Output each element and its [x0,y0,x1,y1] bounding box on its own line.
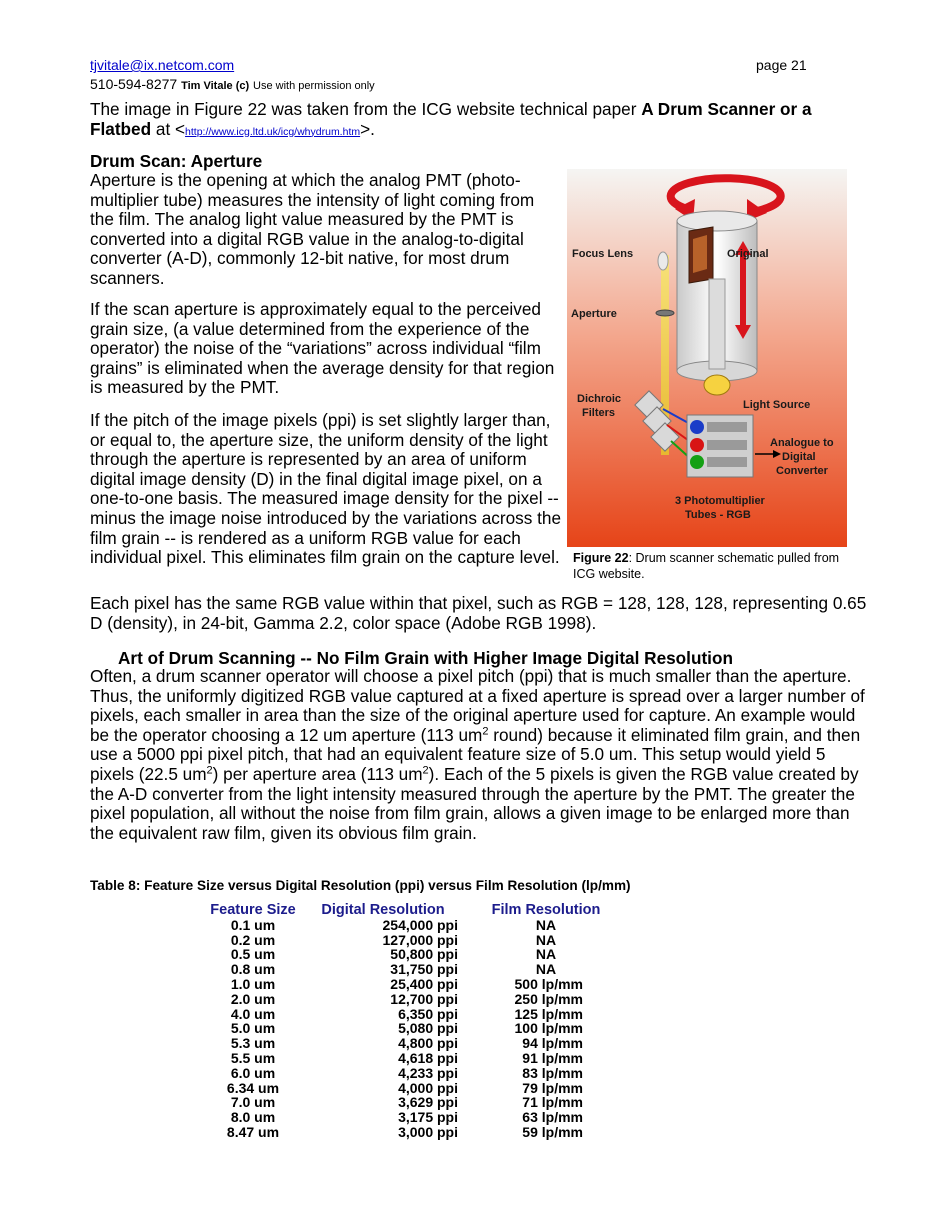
intro-paragraph [90,100,870,142]
label-adc-1: Analogue to [770,437,834,449]
aperture-block [90,151,560,289]
author-email-link[interactable]: tjvitale@ix.netcom.com [90,57,235,73]
digital-resolution-cell: 31,750 ppi [390,961,458,978]
art-text-d: ). Each of the 5 pixels is given the RGB value created by the A-D converter from the light intensity measured through the aperture by the PMT. The greater the pixel population, all without the noise from film grain, allows a given image to be enlarged more than the equivalent raw film, given its obvious film grain. [90,763,859,843]
art-text-a: Often, a drum scanner operator will choose a pixel pitch (ppi) that is much smaller than the aperture. Thus, the uniformly digitized RGB value captured at a fixed aperture is spread over a larger number of pixels, each smaller in area than the size of the original aperture used for capture. An example would be the operator choosing a 12 um aperture (113 um [90,666,865,745]
film-resolution-cell [466,1081,626,1096]
film-resolution-cell [466,962,626,977]
feature-size-cell: 7.0 um [230,1094,276,1111]
intro-end: >. [360,118,375,139]
feature-size-cell: 0.8 um [230,961,276,978]
digital-resolution-cell: 25,400 ppi [390,975,458,992]
film-resolution-value: 63 lp/mm [522,1109,583,1126]
header-digital-resolution: Digital Resolution [321,902,445,918]
paper-title: A Drum Scanner or a Flatbed [90,99,812,139]
table-row [198,918,626,933]
feature-size-cell: 0.2 um [230,931,276,948]
section-title-aperture: Drum Scan: Aperture [90,151,263,171]
digital-resolution-cell: 3,629 ppi [398,1094,458,1111]
feature-size-cell: 8.0 um [230,1109,276,1126]
film-resolution-value: 59 lp/mm [522,1123,583,1140]
page-number: page 21 [756,57,807,73]
film-resolution-value: 71 lp/mm [522,1094,583,1111]
film-resolution-cell [466,933,626,948]
drum-scanner-diagram [567,169,847,547]
intro-at: at < [151,118,186,139]
art-text-c: ) per aperture area (113 um [212,763,423,784]
table-row [198,992,626,1007]
feature-size-cell: 8.47 um [226,1123,280,1140]
art-paragraph [90,667,865,843]
feature-size-cell: 6.34 um [226,1079,280,1096]
aperture-paragraph-4: Each pixel has the same RGB value within that pixel, such as RGB = 128, 128, 128, representing 0.65 D (density), in 24-bit, Gamma 2.2, color space (Adobe RGB 1998). [90,593,867,633]
label-light-source: Light Source [743,399,811,411]
table-row [198,1081,626,1096]
digital-resolution-cell: 4,000 ppi [398,1079,458,1096]
aperture-paragraph-1: Aperture is the opening at which the analog PMT (photo-multiplier tube) measures the intensity of light coming from the film. The analog light value measured by the PMT is converted into a digital RGB value in the analog-to-digital converter (A-D), commonly 12-bit native, for most drum scanners. [90,170,535,288]
aperture-disc [656,310,674,316]
table-8-caption: Table 8: Feature Size versus Digital Resolution (ppi) versus Film Resolution (lp/mm) [90,878,631,893]
digital-resolution-cell: 254,000 ppi [382,916,458,933]
art-sup-1: 2 [482,725,489,738]
digital-resolution-cell: 4,800 ppi [398,1035,458,1052]
digital-resolution-cell: 3,175 ppi [398,1109,458,1126]
film-resolution-value: 125 lp/mm [514,1005,583,1022]
feature-size-cell: 0.1 um [230,916,276,933]
table-row [198,1110,626,1125]
feature-size-cell: 1.0 um [230,975,276,992]
feature-size-cell: 5.0 um [230,1020,276,1037]
table-row [198,933,626,948]
film-resolution-value: 91 lp/mm [522,1049,583,1066]
film-resolution-value: 83 lp/mm [522,1064,583,1081]
film-resolution-cell [466,918,626,933]
digital-resolution-cell: 5,080 ppi [398,1020,458,1037]
permission-note: Use with permission only [253,80,375,92]
film-resolution-value: NA [535,946,557,963]
film-resolution-cell [466,1066,626,1081]
table-8-resolution [198,903,626,1140]
feature-size-cell: 0.5 um [230,946,276,963]
figure-22-caption [573,551,853,582]
digital-resolution-cell: 6,350 ppi [398,1005,458,1022]
feature-size-cell: 4.0 um [230,1005,276,1022]
phone-number: 510-594-8277 [90,76,178,92]
header-feature-size: Feature Size [210,902,296,918]
film-resolution-value: NA [535,916,557,933]
table-row [198,1021,626,1036]
label-pmt-2: Tubes - RGB [685,509,751,521]
film-resolution-cell [466,1007,626,1022]
table-row [198,1095,626,1110]
label-adc-2: Digital [782,451,816,463]
aperture-paragraph-2: If the scan aperture is approximately equal to the perceived grain size, (a value determined from the experience of the operator) the noise of the “variations” across individual “film grains” is eliminated when the average density for that region is measured by the PMT. [90,299,555,398]
digital-resolution-cell: 50,800 ppi [390,946,458,963]
film-resolution-cell [466,1110,626,1125]
film-resolution-value: 100 lp/mm [514,1020,583,1037]
film-resolution-cell [466,1095,626,1110]
feature-size-cell: 5.5 um [230,1049,276,1066]
film-resolution-cell [466,992,626,1007]
author-name: Tim Vitale (c) [181,80,250,92]
label-pmt-1: 3 Photomultiplier [675,495,765,507]
section-title-art-of-drum-scanning: Art of Drum Scanning -- No Film Grain with Higher Image Digital Resolution [118,648,733,668]
table-row [198,977,626,992]
table-row [198,1125,626,1140]
figure-caption-label: Figure 22 [573,551,629,565]
focus-lens-icon [658,252,668,270]
table-header-row [198,903,626,918]
film-resolution-cell [466,1036,626,1051]
film-resolution-value: 94 lp/mm [522,1035,583,1052]
table-row [198,1036,626,1051]
art-sup-2: 2 [206,764,213,777]
label-dichroic: Dichroic [577,393,622,405]
digital-resolution-cell: 4,618 ppi [398,1049,458,1066]
header-film-resolution: Film Resolution [491,902,601,918]
film-resolution-cell [466,947,626,962]
film-resolution-cell [466,1125,626,1140]
digital-resolution-cell: 3,000 ppi [398,1123,458,1140]
feature-size-cell: 5.3 um [230,1035,276,1052]
label-filters: Filters [582,407,616,419]
digital-resolution-cell: 4,233 ppi [398,1064,458,1081]
feature-size-cell: 2.0 um [230,990,276,1007]
figure-22-drum-scanner-schematic [567,169,847,547]
feature-size-cell: 6.0 um [230,1064,276,1081]
table-row [198,1051,626,1066]
table-row [198,962,626,977]
film-resolution-cell [466,1021,626,1036]
label-aperture: Aperture [571,308,617,320]
figure-caption-text: : Drum scanner schematic pulled from ICG website. [573,551,840,581]
digital-resolution-cell: 12,700 ppi [390,990,458,1007]
table-body [198,918,626,1140]
label-original: Original [727,248,769,260]
label-adc-3: Converter [776,465,828,477]
icg-url-link[interactable]: http://www.icg.ltd.uk/icg/whydrum.htm [185,125,361,138]
film-resolution-cell [466,977,626,992]
light-source-icon [704,375,730,395]
table-row [198,1066,626,1081]
film-resolution-value: 250 lp/mm [514,990,583,1007]
table-row [198,1007,626,1022]
film-resolution-value: NA [535,931,557,948]
art-sup-3: 2 [422,764,429,777]
film-resolution-value: NA [535,961,557,978]
header-contact-line [90,76,375,92]
film-resolution-cell [466,1051,626,1066]
art-text-b: round) because it eliminated film grain, and then use a 5000 ppi pixel pitch, that had an equivalent feature size of 5.0 um. This setup would yield 5 pixels (22.5 um [90,724,861,784]
table-row [198,947,626,962]
aperture-paragraph-3: If the pitch of the image pixels (ppi) is set slightly larger than, or equal to, the aperture size, the uniform density of the light through the aperture is represented by an area of uniform digital image density (D) in the final digital image pixel, on a one-to-one basis. The measured image density for the pixel -- minus the image noise introduced by the variations across the film grain -- is rendered as a uniform RGB value for each individual pixel. This eliminates film grain on the capture level. [90,410,562,568]
film-resolution-value: 79 lp/mm [522,1079,583,1096]
intro-text: The image in Figure 22 was taken from the ICG website technical paper [90,99,642,119]
film-resolution-value: 500 lp/mm [514,975,583,992]
label-focus-lens: Focus Lens [572,248,634,260]
digital-resolution-cell: 127,000 ppi [382,931,458,948]
